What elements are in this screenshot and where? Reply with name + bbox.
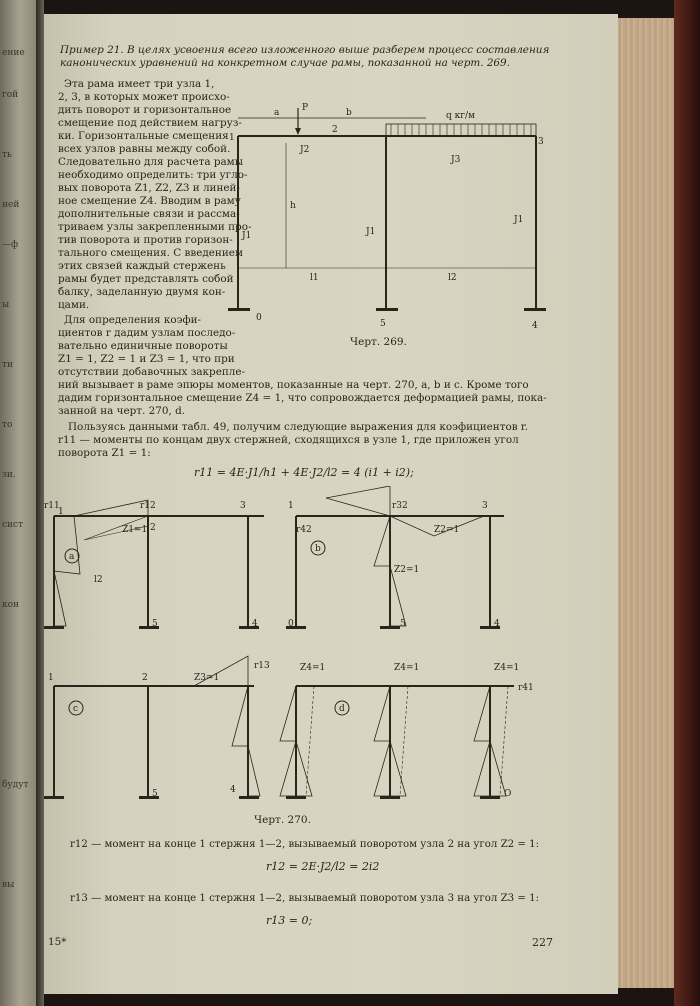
fig270-node-5b: 5 [400, 619, 406, 629]
fig269-label-l2: l2 [448, 273, 457, 283]
text-line: Следовательно для расчета рамы [58, 156, 244, 168]
fig270-node-3a: 3 [240, 501, 246, 511]
fig269-label-h: h [290, 201, 296, 211]
panel-c-label: c [73, 704, 79, 714]
left-fragment: ы [2, 300, 10, 310]
book-page [44, 14, 618, 994]
text-line: отсутствии добавочных закрепле- [58, 366, 246, 378]
fig270-r42: r42 [296, 525, 312, 535]
formula-r13: r13 = 0; [266, 914, 313, 927]
fig269-label-j1c: J1 [514, 215, 524, 225]
fig270-l2: l2 [94, 575, 103, 585]
fig270-z3: Z3=1 [194, 673, 220, 683]
fig270-node-4a: 4 [252, 619, 258, 629]
fig269-node-5: 5 [380, 319, 386, 329]
fig270-r41: r41 [518, 683, 534, 693]
text-line: вых поворота Z1, Z2, Z3 и линей- [58, 182, 240, 194]
text-line: дить поворот и горизонтальное [58, 104, 232, 116]
fig269-label-q: q кг/м [446, 111, 475, 121]
fig270-node-2a: 2 [150, 523, 156, 533]
panel-b-label: b [315, 544, 321, 554]
fig269-label-j1: J1 [242, 231, 252, 241]
text-line: этих связей каждый стержень [58, 260, 226, 272]
formula-r12: r12 = 2E·J2/l2 = 2i2 [266, 860, 380, 873]
left-fragment: гой [2, 90, 19, 100]
text-line: всех узлов равны между собой. [58, 143, 231, 155]
text-line: цами. [58, 299, 90, 311]
fig270-node-0b: 0 [288, 619, 294, 629]
fig270-node-5c: 5 [152, 789, 158, 799]
figure-269-caption: Черт. 269. [350, 336, 407, 348]
text-line: r13 — момент на конце 1 стержня 1—2, вызываемый поворотом узла 3 на угол Z3 = 1: [70, 893, 540, 904]
fig269-label-j1b: J1 [366, 227, 376, 237]
fig270-node-3b: 3 [482, 501, 488, 511]
figure-270-caption: Черт. 270. [254, 814, 311, 826]
text-line: Z1 = 1, Z2 = 1 и Z3 = 1, что при [58, 353, 235, 365]
fig269-label-a: a [274, 108, 280, 118]
panel-d-label: d [339, 704, 345, 714]
fig270-node-5a: 5 [152, 619, 158, 629]
fig270-node-1b: 1 [288, 501, 294, 511]
left-fragment: зи. [2, 470, 16, 480]
text-line: 2, 3, в которых может происхо- [58, 91, 230, 103]
text-line: рамы будет представлять собой [58, 273, 234, 285]
text-line: r12 — момент на конце 1 стержня 1—2, вызываемый поворотом узла 2 на угол Z2 = 1: [70, 839, 540, 850]
text-line: необходимо определить: три угло- [58, 169, 248, 181]
panel-d [280, 663, 534, 799]
left-fragment: вы [2, 880, 15, 890]
left-fragment: —ф [2, 240, 19, 250]
fig270-node-1a: 1 [58, 507, 64, 517]
text-line: ное смещение Z4. Вводим в раму [58, 195, 241, 207]
left-page-edge [0, 0, 36, 1006]
text-line: ний вызывает в раме эпюры моментов, показанные на черт. 270, a, b и c. Кроме того [58, 379, 529, 391]
text-line: триваем узлы закрепленными про- [58, 221, 252, 233]
panel-c [44, 656, 270, 799]
fig269-node-1: 1 [229, 133, 235, 143]
text-line: Пользуясь данными табл. 49, получим следующие выражения для коэфициентов r. [68, 421, 529, 433]
fig270-node-1c: 1 [48, 673, 54, 683]
fig270-z4b: Z4=1 [394, 663, 420, 673]
left-fragment: то [2, 420, 13, 430]
text-line: смещение под действием нагруз- [58, 117, 242, 129]
fig270-z2b: Z2=1 [394, 565, 420, 575]
panel-a [44, 500, 264, 629]
text-line: балку, заделанную двумя кон- [58, 286, 226, 298]
text-line: Эта рама имеет три узла 1, [64, 78, 215, 90]
text-line: r11 — моменты по концам двух стержней, сходящихся в узле 1, где приложен угол [58, 434, 519, 446]
page-number: 227 [532, 936, 553, 949]
left-fragment: ение [2, 48, 25, 58]
text-line: дополнительные связи и рассма- [58, 208, 240, 220]
fig270-z4: Z4=1 [300, 663, 326, 673]
fig269-label-j2: J2 [300, 145, 310, 155]
fig270-node-4b: 4 [494, 619, 500, 629]
book-cover [674, 0, 700, 1006]
book-gutter [36, 0, 44, 1006]
left-fragment: ть [2, 150, 12, 160]
fig269-label-l1: l1 [310, 273, 319, 283]
left-fragment: будут [2, 780, 29, 790]
text-line: вательно единичные повороты [58, 340, 228, 352]
intro-paragraph: Пример 21. В целях усвоения всего изложенного выше разберем процесс составления канонических уравнений на конкретном случае рамы, показанной на черт. 269. [60, 44, 550, 69]
fig270-z2: Z2=1 [434, 525, 460, 535]
fig269-label-b: b [346, 108, 352, 118]
fig270-o: O [504, 789, 512, 799]
fig270-z1: Z1=1 [122, 525, 148, 535]
fig269-label-p: P [302, 103, 309, 113]
figure-269-frame [226, 88, 546, 358]
text-line: поворота Z1 = 1: [58, 447, 151, 459]
text-line: занной на черт. 270, d. [58, 405, 186, 417]
text-line: циентов r дадим узлам последо- [58, 327, 236, 339]
left-fragment: ней [2, 200, 20, 210]
fig270-node-2c: 2 [142, 673, 148, 683]
fig270-node-4c: 4 [230, 785, 236, 795]
fig269-label-j3: J3 [451, 155, 461, 165]
formula-r11: r11 = 4E·J1/h1 + 4E·J2/l2 = 4 (i1 + i2); [194, 466, 414, 479]
panel-b [286, 486, 504, 629]
fig269-node-4: 4 [532, 321, 538, 331]
text-line: Для определения коэфи- [64, 314, 202, 326]
footer-signature: 15* [48, 936, 67, 948]
left-fragment: ти [2, 360, 13, 370]
fig270-z4c: Z4=1 [494, 663, 520, 673]
fig270-r12: r12 [140, 501, 156, 511]
fig269-node-3: 3 [538, 137, 544, 147]
figure-270-diagrams [44, 486, 618, 816]
text-line: тив поворота и против горизон- [58, 234, 233, 246]
panel-a-label: a [69, 552, 75, 562]
page-edges [618, 18, 674, 988]
fig270-r13: r13 [254, 661, 270, 671]
fig269-node-2: 2 [332, 125, 338, 135]
text-line: тального смещения. С введением [58, 247, 243, 259]
text-line: дадим горизонтальное смещение Z4 = 1, что сопровождается деформацией рамы, пока- [58, 392, 547, 404]
left-fragment: кон [2, 600, 20, 610]
fig270-r11: r11 [44, 501, 60, 511]
left-fragment: сист [2, 520, 24, 530]
fig269-node-0: 0 [256, 313, 262, 323]
text-line: ки. Горизонтальные смещения [58, 130, 229, 142]
fig270-r32: r32 [392, 501, 408, 511]
